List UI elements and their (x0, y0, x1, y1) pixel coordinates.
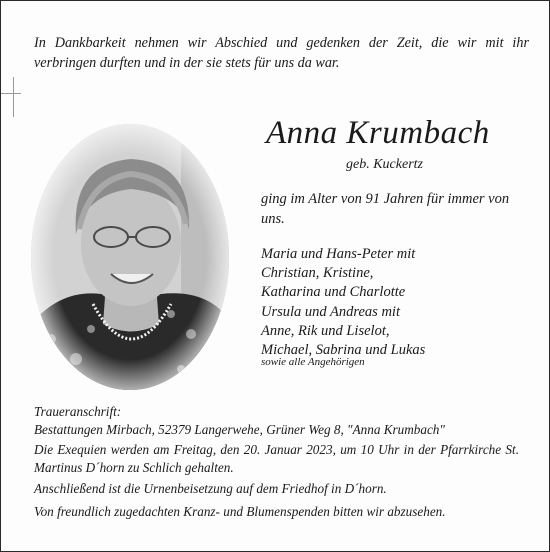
birth-name: geb. Kuckertz (346, 157, 423, 172)
mourning-address-text: Bestattungen Mirbach, 52379 Langerwehe, Grüner Weg 8, "Anna Krumbach" (34, 422, 445, 437)
intro-text: In Dankbarkeit nehmen wir Abschied und gedenken der Zeit, die wir mit ihr verbringen durften und in der sie stets für uns da war. (34, 35, 529, 71)
urn-text: Anschließend ist die Urnenbeisetzung auf dem Friedhof in D´horn. (34, 481, 387, 496)
flowers-text: Von freundlich zugedachten Kranz- und Blumenspenden bitten wir abzusehen. (34, 504, 446, 519)
deceased-name: Anna Krumbach (266, 115, 490, 151)
portrait-illustration (31, 124, 229, 390)
family-list (261, 245, 531, 360)
family-line: Ursula und Andreas mit (261, 303, 400, 320)
family-line: Maria und Hans-Peter mit (261, 246, 416, 262)
relatives-note: sowie alle Angehörigen (261, 356, 365, 368)
family-line: Katharina und Charlotte (261, 284, 406, 301)
portrait-photo (31, 124, 229, 390)
age-text: ging im Alter von 91 Jahren für immer von uns. (261, 191, 510, 227)
mourning-address-label: Traueranschrift: (34, 404, 122, 419)
mourning-address (34, 403, 519, 439)
cross-icon (1, 77, 21, 117)
family-line: Michael, Sabrina und Lukas (261, 342, 426, 359)
exequies-text: Die Exequien werden am Freitag, den 20. Januar 2023, um 10 Uhr in der Pfarrkirche St. Martinus D´horn zu Schlich gehalten. (34, 442, 519, 475)
family-line: Anne, Rik und Liselot, (261, 322, 390, 339)
family-line: Christian, Kristine, (261, 265, 374, 282)
